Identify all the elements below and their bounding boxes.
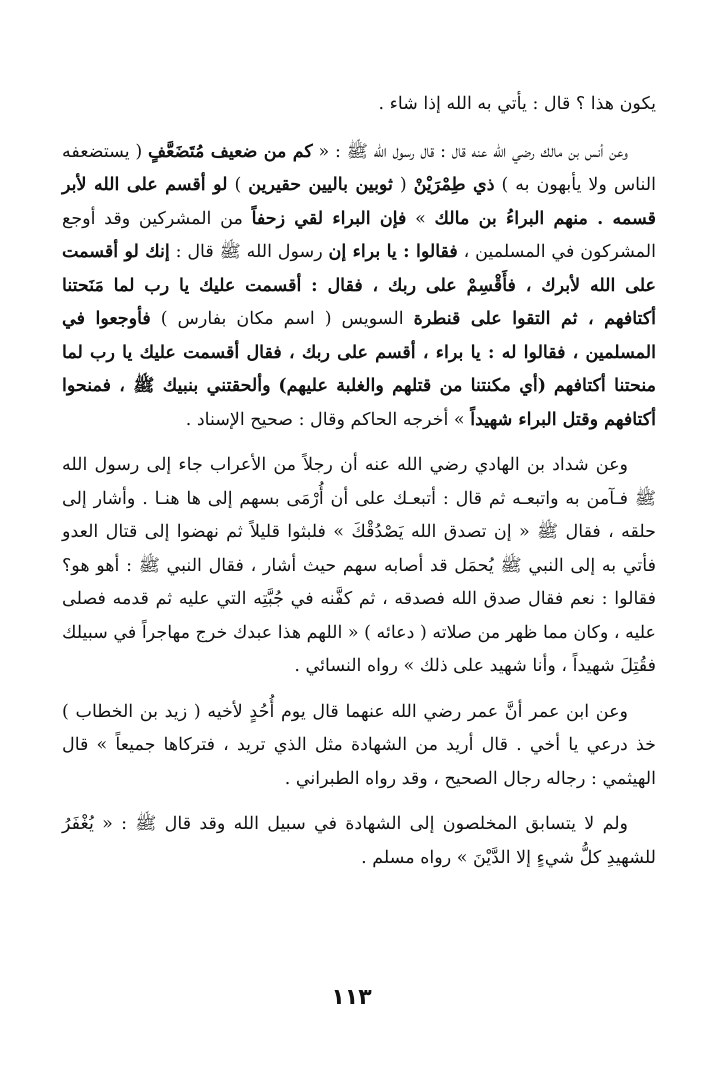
text-segment: ( يستضعفه الناس ولا يأبهون به ) bbox=[62, 141, 656, 195]
paragraph-shaddad-hadith bbox=[62, 449, 656, 684]
text-segment: » bbox=[406, 208, 435, 229]
text-segment: يكون هذا ؟ قال : يأتي به الله إذا شاء . bbox=[378, 94, 656, 114]
paragraph-martyr-forgiveness bbox=[62, 808, 656, 875]
text-segment: (أي مكنتنا من قتلهم والغلبة عليهم) bbox=[278, 376, 547, 396]
paragraph-opening bbox=[62, 88, 656, 122]
text-segment: وعن ابن عمر أنَّ عمر رضي الله عنهما قال يوم أُحُدٍ لأخيه ( زيد بن الخطاب ) خذ درعي يا أخي . قال أريد من الشهادة مثل الذي تريد ، فتركاها جميعاً » قال الهيثمي : رجاله رجال الصحيح ، وقد رواه الطبراني . bbox=[62, 701, 656, 789]
text-segment: من المشركين وقد أوجع المشركون في المسلمين ، bbox=[62, 208, 656, 262]
text-segment: » أخرجه الحاكم وقال : صحيح الإسناد . bbox=[185, 409, 471, 430]
text-segment: ( bbox=[392, 175, 414, 195]
text-segment: ذي طِمْرَيْنْ bbox=[413, 175, 495, 195]
text-segment: وألحقتني بنبيك ﷺ ، فمنحوا أكتافهم وقتل البراء شهيداً bbox=[62, 376, 656, 430]
text-segment: ولم لا يتسابق المخلصون إلى الشهادة في سبيل الله وقد قال ﷺ : « يُغْفَرُ للشهيدِ كلُّ شيءٍ إلا الدَّيْنَ » رواه مسلم . bbox=[62, 814, 656, 868]
page-body bbox=[62, 88, 656, 887]
paragraph-ibn-umar-hadith bbox=[62, 696, 656, 797]
text-segment: السويس ( اسم مكان بفارس ) bbox=[150, 309, 414, 329]
text-segment: لو أقسم على الله لأبر قسمه . منهم البراءُ بن مالك bbox=[62, 175, 656, 229]
text-segment: وعن أنس بن مالك رضي الله عنه قال : قال رسول الله ﷺ : « bbox=[312, 141, 628, 162]
text-segment: رسول الله ﷺ قال : bbox=[169, 242, 329, 262]
text-segment: وعن شداد بن الهادي رضي الله عنه أن رجلاً من الأعراب جاء إلى رسول الله ﷺ فـآمن به واتبعـه ثم قال : أتبعـك على أن أُرْمَى بسهم إلى ها هنـا . وأشار إلى حلقه ، فقال ﷺ « إن تصدق الله يَصْدُقْكَ » فلبثوا قليلاً ثم نهضوا إلى قتال العدو فأتي به إلى النبي ﷺ يُحمَل قد أصابه سهم حيث أشار ، فقال النبي ﷺ : أهو هو؟ فقالوا : نعم فقال صدق الله فصدقه ، ثم كفَّنه في جُبَّتِه التي عليه ثم قدمه فصلى عليه ، وكان مما ظهر من صلاته ( دعائه ) « اللهم هذا عبدك خرج مهاجراً في سبيلك فقُتِلَ شهيداً ، وأنا شهيد على ذلك » رواه النسائي . bbox=[62, 455, 656, 676]
text-segment: فأوجعوا في المسلمين ، فقالوا له : يا براء ، أقسم على ربك ، فقال أقسمت عليك يا رب لما منحتنا أكتافهم bbox=[62, 309, 656, 396]
text-segment: ثوبين باليين حقيرين bbox=[248, 175, 393, 195]
text-segment: ) bbox=[227, 175, 249, 195]
text-segment: كم من ضعيف مُتَضَعَّفٍ bbox=[148, 141, 313, 162]
page-number: ١١٣ bbox=[331, 985, 372, 1010]
text-segment: فقالوا : يا براء إن bbox=[328, 242, 458, 262]
text-segment: إنك لو أقسمت على الله لأبرك ، فأَقْسِمْ على ربك ، فقال : أقسمت عليك يا رب لما مَنَحتنا أكتافهم ، ثم التقوا على قنطرة bbox=[62, 242, 657, 329]
text-segment bbox=[546, 376, 554, 396]
text-segment: فإن البراء لقي زحفاً bbox=[251, 208, 407, 229]
paragraph-anas-hadith bbox=[62, 136, 656, 438]
